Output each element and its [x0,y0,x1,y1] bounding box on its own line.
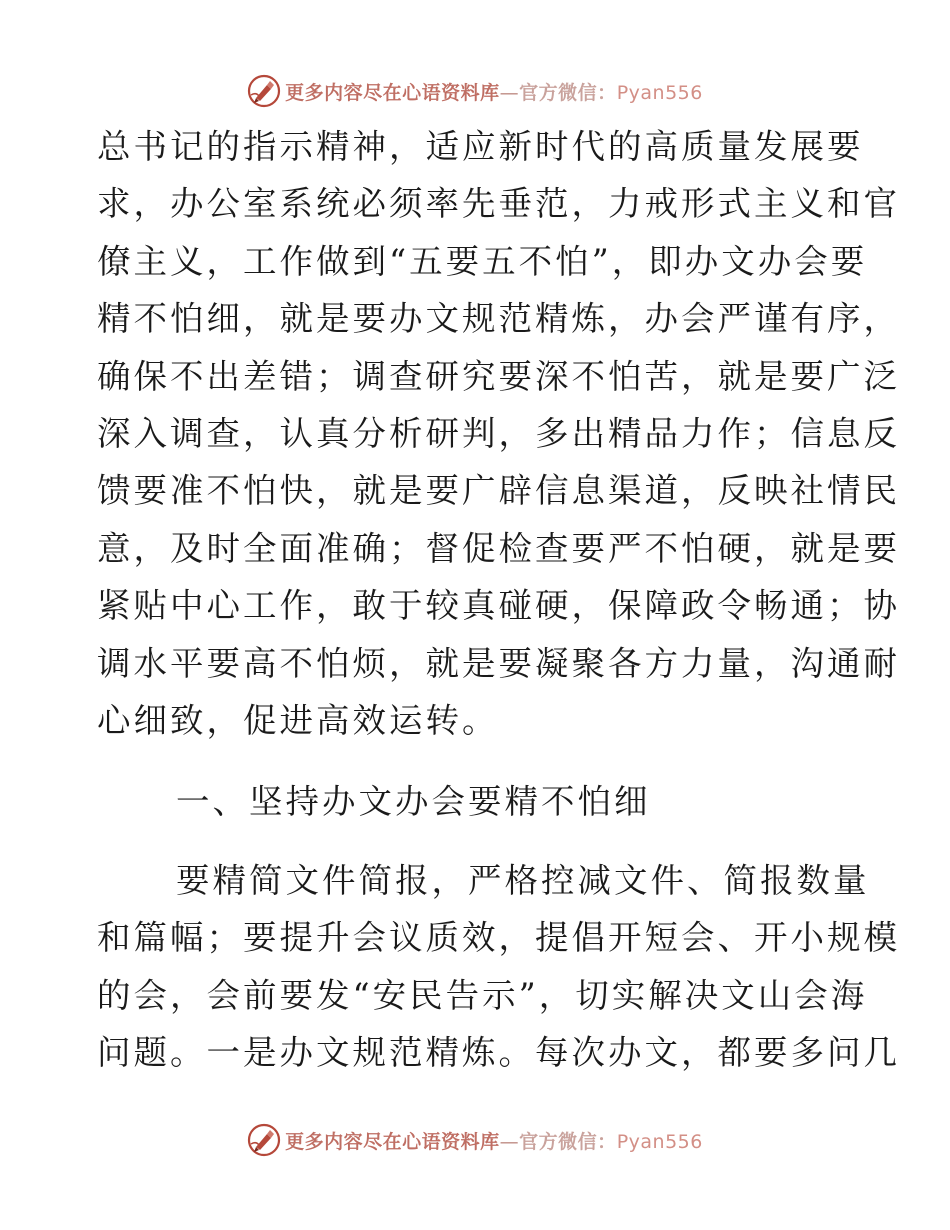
watermark-wechat-id: Pyan556 [616,1130,703,1153]
paragraph-line: 心细致，促进高效运转。 [97,700,499,740]
watermark-separator: — [499,81,520,104]
paragraph-2 [97,852,900,1082]
paragraph-1 [97,118,900,749]
watermark-separator: — [499,1130,520,1153]
paragraph-line: 僚主义，工作做到“五要五不怕”，即办文办会要 [97,241,868,281]
paragraph-line: 求，办公室系统必须率先垂范，力戒形式主义和官 [97,184,900,224]
pen-logo-icon [247,74,281,108]
paragraph-line: 问题。一是办文规范精炼。每次办文，都要多问几 [97,1033,900,1073]
paragraph-line: 精不怕细，就是要办文规范精炼，办会严谨有序， [97,299,900,339]
paragraph-line: 馈要准不怕快，就是要广辟信息渠道，反映社情民 [97,471,900,511]
watermark-official-label: 官方微信： [519,1130,617,1153]
watermark-text [285,1127,703,1154]
watermark-text [285,78,703,105]
paragraph-line: 深入调查，认真分析研判，多出精品力作；信息反 [97,413,900,453]
paragraph-line: 意，及时全面准确；督促检查要严不怕硬，就是要 [97,528,900,568]
watermark-official-label: 官方微信： [519,81,617,104]
paragraph-line: 紧贴中心工作，敢于较真碰硬，保障政令畅通；协 [97,586,900,626]
header-watermark-banner [0,71,950,111]
footer-watermark-banner [0,1120,950,1160]
paragraph-line: 和篇幅；要提升会议质效，提倡开短会、开小规模 [97,918,900,958]
paragraph-line: 调水平要高不怕烦，就是要凝聚各方力量，沟通耐 [97,643,900,683]
paragraph-line: 要精简文件简报，严格控减文件、简报数量 [176,861,870,900]
section-heading: 一、坚持办文办会要精不怕细 [176,782,651,821]
paragraph-line: 确保不出差错；调查研究要深不怕苦，就是要广泛 [97,356,900,396]
watermark-promo: 更多内容尽在心语资料库 [285,1130,500,1153]
paragraph-line: 总书记的指示精神，适应新时代的高质量发展要 [97,127,864,166]
paragraph-line: 的会，会前要发“安民告示”，切实解决文山会海 [97,975,868,1015]
watermark-promo: 更多内容尽在心语资料库 [285,81,500,104]
pen-logo-icon [247,1123,281,1157]
watermark-wechat-id: Pyan556 [616,81,703,104]
